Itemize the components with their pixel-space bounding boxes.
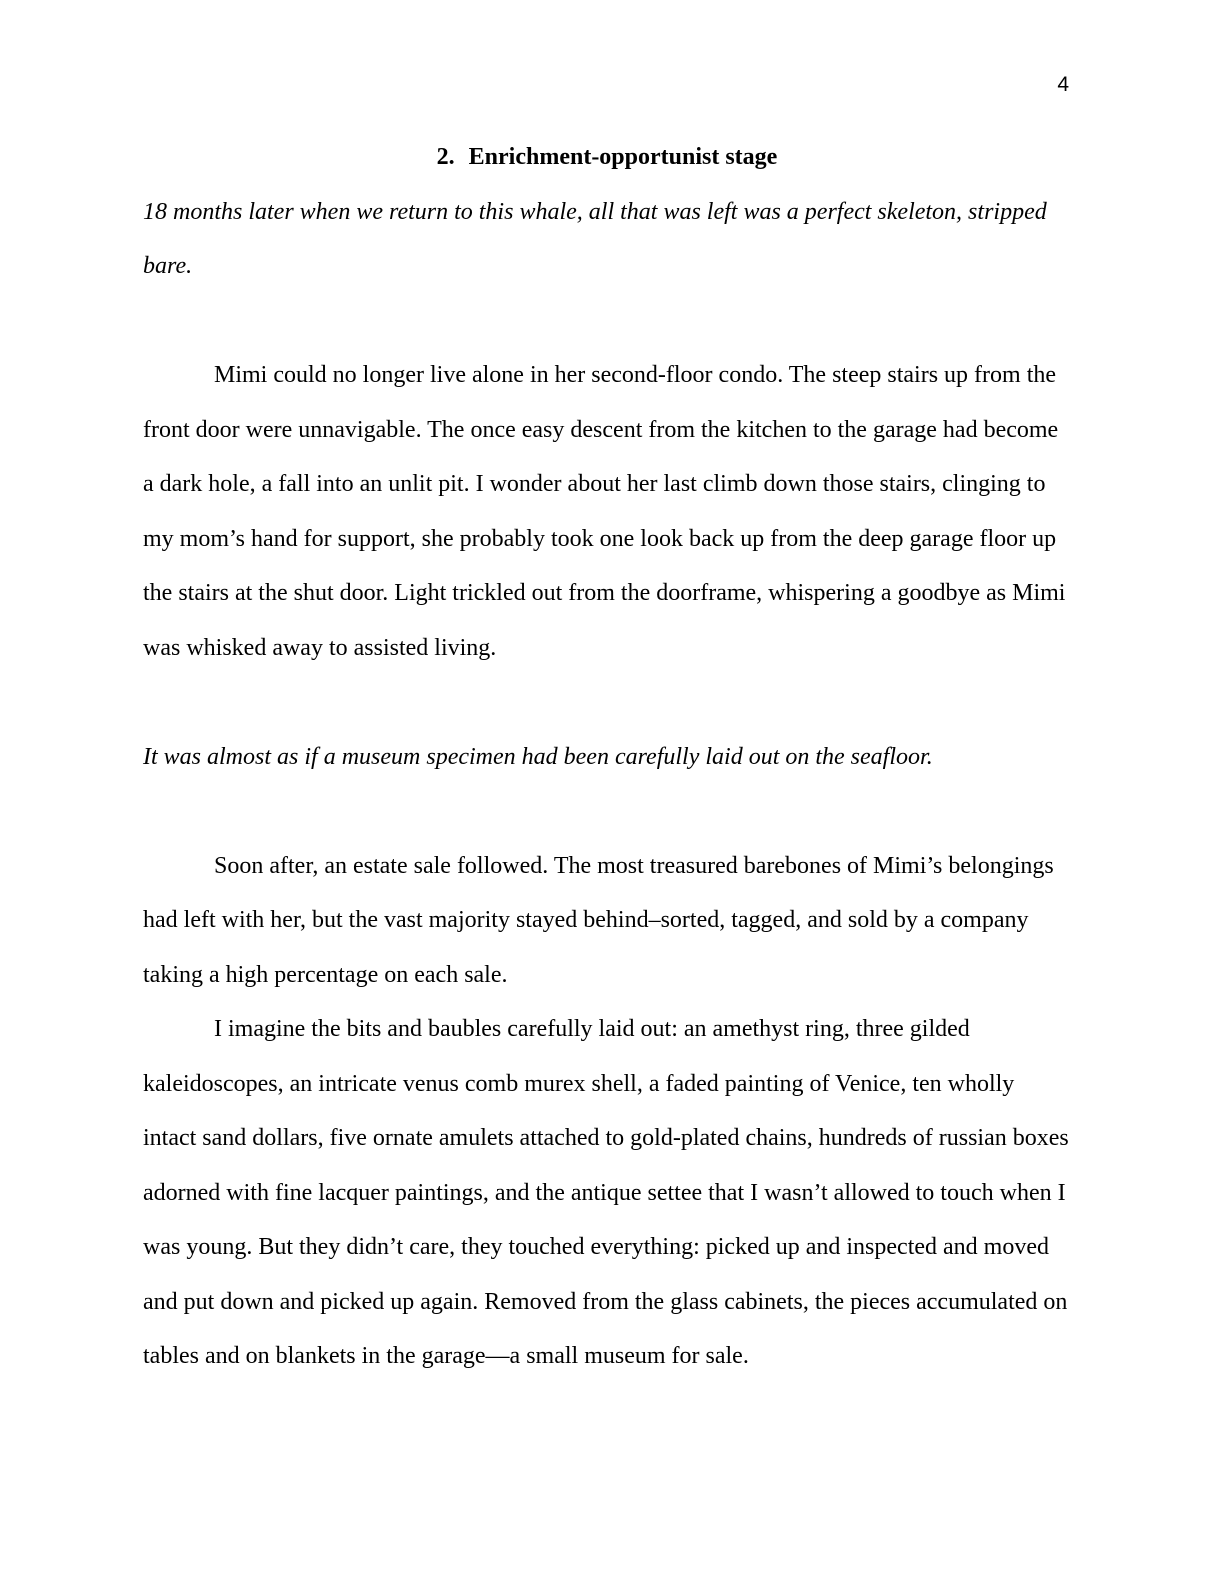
paragraph-estate-sale: Soon after, an estate sale followed. The most treasured barebones of Mimi’s belongings had left with her, but the vast majority stayed behind–sorted, tagged, and sold by a company taking a high percentage on each sale. bbox=[143, 852, 1054, 988]
section-heading bbox=[143, 130, 1071, 185]
section-number: 2. bbox=[436, 144, 455, 170]
paragraph-condo: Mimi could no longer live alone in her second-floor condo. The steep stairs up from the front door were unnavigable. The once easy descent from the kitchen to the garage had become a dark hole, a fall into an unlit pit. I wonder about her last climb down those stairs, clinging to my mom’s hand for support, she probably took one look back up from the deep garage floor up the stairs at the shut door. Light trickled out from the doorframe, whispering a goodbye as Mimi was whisked away to assisted living. bbox=[143, 362, 1066, 661]
italic-paragraph-skeleton: 18 months later when we return to this whale, all that was left was a perfect skeleton, stripped bare. bbox=[143, 198, 1047, 279]
paragraph-baubles: I imagine the bits and baubles carefully laid out: an amethyst ring, three gilded kaleidoscopes, an intricate venus comb murex shell, a faded painting of Venice, ten wholly intact sand dollars, five ornate amulets attached to gold-plated chains, hundreds of russian boxes adorned with fine lacquer paintings, and the antique settee that I wasn’t allowed to touch when I was young. But they didn’t care, they touched everything: picked up and inspected and moved and put down and picked up again. Removed from the glass cabinets, the pieces accumulated on tables and on blankets in the garage—a small museum for sale. bbox=[143, 1016, 1069, 1369]
document-body bbox=[143, 130, 1071, 1384]
paragraph-spacer bbox=[143, 294, 1071, 349]
section-title: Enrichment-opportunist stage bbox=[468, 144, 778, 170]
italic-paragraph-museum: It was almost as if a museum specimen had been carefully laid out on the seafloor. bbox=[143, 743, 933, 770]
page-number: 4 bbox=[1057, 73, 1069, 96]
paragraph-spacer bbox=[143, 784, 1071, 839]
paragraph-spacer bbox=[143, 675, 1071, 730]
